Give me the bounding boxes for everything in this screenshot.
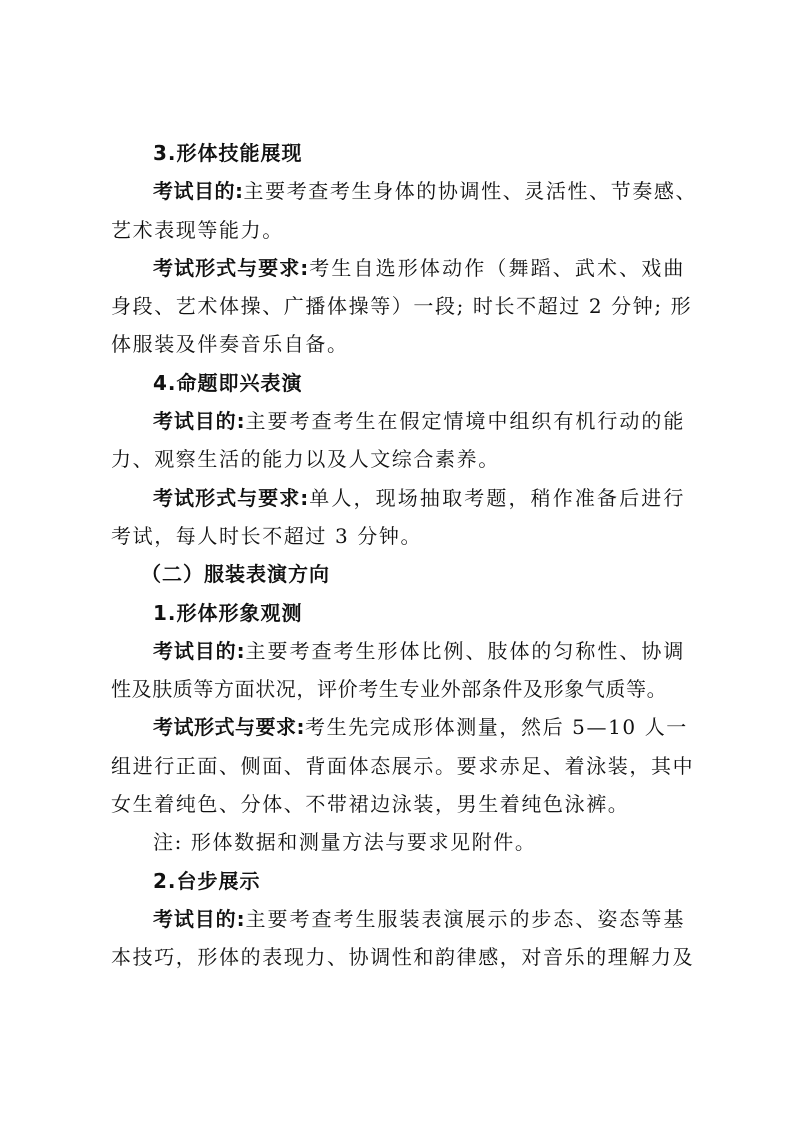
paragraph-line: 组进行正面、侧面、背面体态展示。要求赤足、着泳装，其中 [111, 753, 695, 778]
purpose-label: 考试目的: [153, 409, 246, 434]
paragraph-line [111, 402, 685, 440]
purpose-label: 考试目的: [153, 179, 244, 204]
format-text: 考生先完成形体测量，然后 5—10 人一 [305, 715, 688, 740]
paragraph-line: 考试，每人时长不超过 3 分钟。 [111, 523, 423, 548]
paragraph-line [111, 249, 685, 287]
paragraph-line [111, 708, 688, 746]
note-line: 注: 形体数据和测量方法与要求见附件。 [153, 830, 537, 855]
paragraph-line: 性及肤质等方面状况，评价考生专业外部条件及形象气质等。 [111, 677, 668, 702]
paragraph-line: 女生着纯色、分体、不带裙边泳装，男生着纯色泳裤。 [111, 792, 630, 817]
format-label: 考试形式与要求: [153, 255, 309, 280]
purpose-text: 主要考查考生形体比例、肢体的匀称性、协调 [245, 638, 686, 663]
paragraph-line: 身段、艺术体操、广播体操等）一段; 时长不超过 2 分钟; 形 [111, 294, 693, 319]
section-heading-p2-1: 1.形体形象观测 [153, 600, 303, 625]
format-label: 考试形式与要求: [153, 715, 305, 740]
paragraph-line [111, 479, 685, 517]
purpose-label: 考试目的: [153, 638, 246, 663]
document-page [111, 134, 698, 977]
purpose-text: 主要考查考生在假定情境中组织有机行动的能 [245, 409, 686, 434]
purpose-text: 主要考查考生身体的协调性、灵活性、节奏感、 [243, 179, 698, 204]
paragraph-line [111, 172, 698, 210]
format-label: 考试形式与要求: [153, 485, 309, 510]
part-heading-2: （二）服装表演方向 [141, 562, 330, 587]
format-text: 考生自选形体动作（舞蹈、武术、戏曲 [308, 255, 685, 280]
section-heading-3: 3.形体技能展现 [153, 141, 303, 165]
paragraph-line: 力、观察生活的能力以及人文综合素养。 [111, 447, 500, 472]
paragraph-line [111, 900, 685, 938]
paragraph-line: 本技巧，形体的表现力、协调性和韵律感，对音乐的理解力及 [111, 945, 695, 970]
paragraph-line: 艺术表现等能力。 [111, 217, 284, 242]
purpose-text: 主要考查考生服装表演展示的步态、姿态等基 [245, 906, 686, 931]
paragraph-line: 体服装及伴奏音乐自备。 [111, 332, 349, 357]
purpose-label: 考试目的: [153, 906, 246, 931]
format-text: 单人，现场抽取考题，稍作准备后进行 [308, 485, 685, 510]
section-heading-4: 4.命题即兴表演 [153, 370, 303, 395]
section-heading-p2-2: 2.台步展示 [153, 868, 261, 893]
paragraph-line [111, 632, 685, 670]
